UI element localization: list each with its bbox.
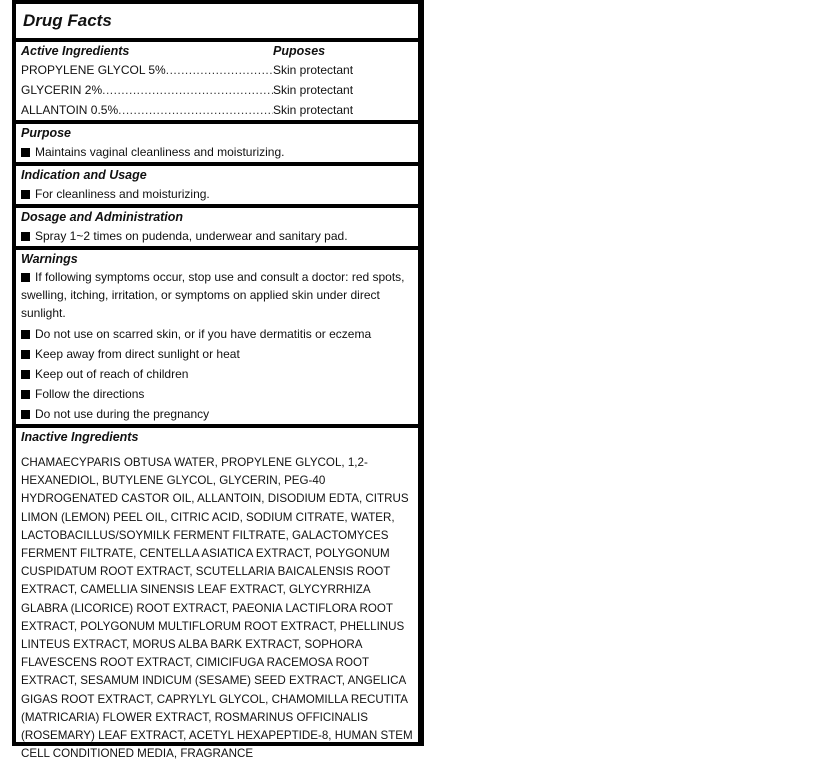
warning-item: If following symptoms occur, stop use and consult a doctor: red spots, swelling, itching, irritation, or symptoms on applied skin under direct sunlight.	[21, 270, 405, 320]
bullet-square-icon	[21, 232, 30, 241]
dosage-section	[16, 208, 418, 250]
title-section	[16, 4, 418, 42]
dosage-heading: Dosage and Administration	[21, 210, 184, 224]
ingredient-name: GLYCERIN 2%	[21, 83, 103, 97]
inactive-ingredients-section	[16, 428, 418, 763]
leader-dots	[102, 80, 273, 100]
purpose-text: Maintains vaginal cleanliness and moisturizing.	[35, 145, 285, 159]
dosage-text: Spray 1~2 times on pudenda, underwear and sanitary pad.	[35, 229, 348, 243]
bullet-square-icon	[21, 370, 30, 379]
active-ingredient-row	[21, 100, 414, 120]
warning-item: Keep away from direct sunlight or heat	[21, 344, 414, 364]
warning-item: Do not use during the pregnancy	[21, 404, 414, 424]
indication-section	[16, 166, 418, 208]
indication-text: For cleanliness and moisturizing.	[35, 187, 210, 201]
inactive-ingredients-text: CHAMAECYPARIS OBTUSA WATER, PROPYLENE GLYCOL, 1,2-HEXANEDIOL, BUTYLENE GLYCOL, GLYCERIN, PEG-40 HYDROGENATED CASTOR OIL, ALLANTOIN, DISODIUM EDTA, CITRUS LIMON (LEMON) PEEL OIL, CITRIC ACID, SODIUM CITRATE, WATER, LACTOBACILLUS/SOYMILK FERMENT FILTRATE, GALACTOMYCES FERMENT FILTRATE, CENTELLA ASIATICA EXTRACT, POLYGONUM CUSPIDATUM ROOT EXTRACT, SCUTELLARIA BAICALENSIS ROOT EXTRACT, CAMELLIA SINENSIS LEAF EXTRACT, GLYCYRRHIZA GLABRA (LICORICE) ROOT EXTRACT, PAEONIA LACTIFLORA ROOT EXTRACT, POLYGONUM MULTIFLORUM ROOT EXTRACT, PHELLINUS LINTEUS EXTRACT, MORUS ALBA BARK EXTRACT, SOPHORA FLAVESCENS ROOT EXTRACT, CIMICIFUGA RACEMOSA ROOT EXTRACT, SESAMUM INDICUM (SESAME) SEED EXTRACT, ANGELICA GIGAS ROOT EXTRACT, CAPRYLYL GLYCOL, CHAMOMILLA RECUTITA (MATRICARIA) FLOWER EXTRACT, ROSMARINUS OFFICINALIS (ROSEMARY) LEAF EXTRACT, ACETYL HEXAPEPTIDE-8, HUMAN STEM CELL CONDITIONED MEDIA, FRAGRANCE	[21, 456, 413, 761]
active-ingredients-heading: Active Ingredients	[21, 44, 130, 58]
bullet-square-icon	[21, 330, 30, 339]
page-title: Drug Facts	[23, 11, 112, 30]
drug-facts-panel	[12, 0, 424, 761]
active-ingredient-row	[21, 60, 414, 80]
active-ingredient-row	[21, 80, 414, 100]
purpose-section	[16, 124, 418, 166]
ingredient-purpose: Skin protectant	[273, 83, 354, 97]
bullet-square-icon	[21, 273, 30, 282]
indication-heading: Indication and Usage	[21, 168, 147, 182]
bullet-square-icon	[21, 410, 30, 419]
drug-facts-box	[15, 3, 419, 761]
inactive-ingredients-heading: Inactive Ingredients	[21, 430, 139, 444]
ingredient-name: ALLANTOIN 0.5%	[21, 103, 119, 117]
bullet-square-icon	[21, 350, 30, 359]
bullet-square-icon	[21, 148, 30, 157]
leader-dots	[166, 60, 273, 80]
warnings-heading: Warnings	[21, 252, 78, 266]
warning-item: Keep out of reach of children	[21, 364, 414, 384]
bullet-square-icon	[21, 190, 30, 199]
bullet-square-icon	[21, 390, 30, 399]
purpose-heading: Purpose	[21, 126, 72, 140]
ingredient-purpose: Skin protectant	[273, 103, 354, 117]
active-ingredients-section	[16, 42, 418, 124]
warning-item: Do not use on scarred skin, or if you have dermatitis or eczema	[21, 324, 414, 344]
warnings-section	[16, 250, 418, 428]
warning-item: Follow the directions	[21, 384, 414, 404]
ingredient-name: PROPYLENE GLYCOL 5%	[21, 63, 166, 77]
purposes-heading: Puposes	[273, 44, 326, 58]
ingredient-purpose: Skin protectant	[273, 63, 354, 77]
leader-dots	[118, 100, 273, 120]
